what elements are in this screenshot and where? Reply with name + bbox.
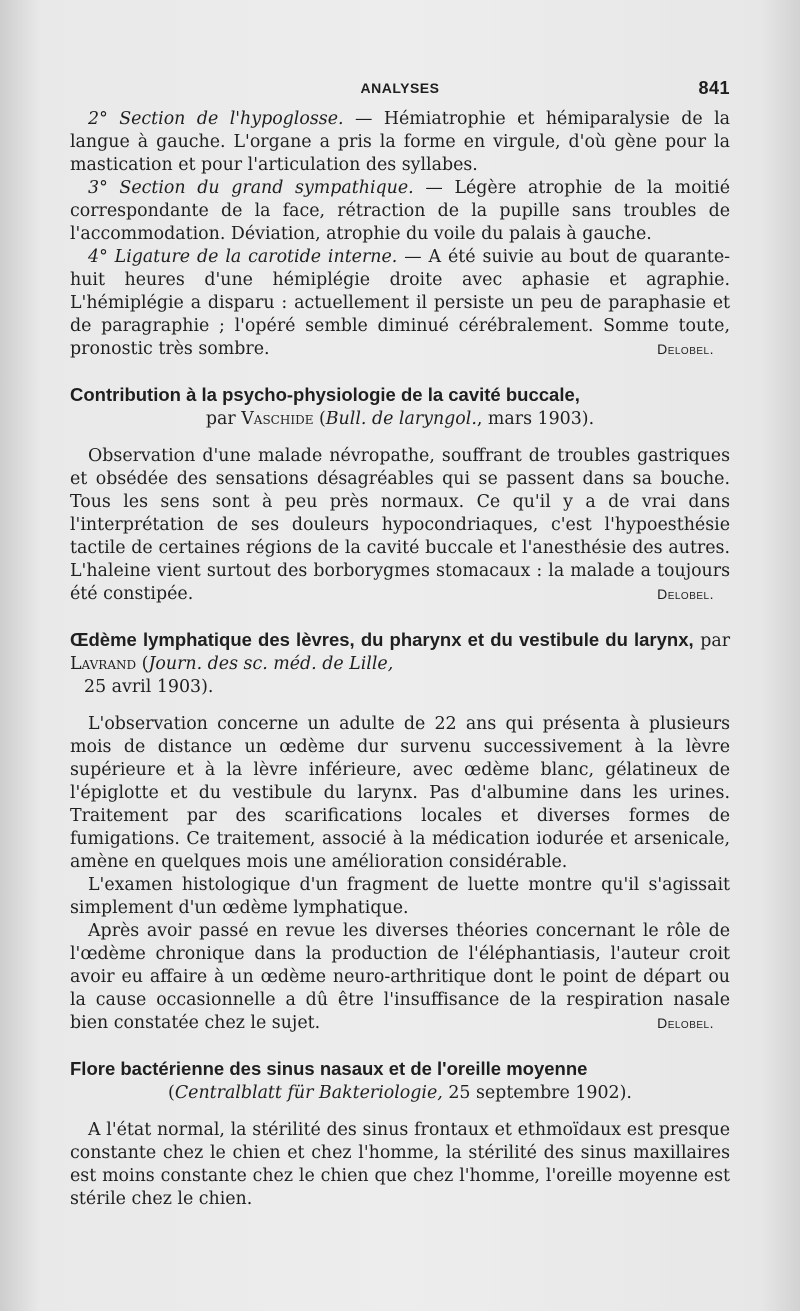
page-body [70, 108, 730, 1211]
article-reference: par Vaschide (Bull. de laryngol., mars 1903). [205, 409, 595, 429]
article-date: 25 avril 1903). [84, 677, 214, 697]
section-text: Légère atrophie de la moitié correspondante de la face, rétraction de la pupille sans troubles de l'accommodation. Déviation, atrophie du voile du palais à gauche. [70, 178, 731, 244]
section-label: 3° Section du grand sympathique. — [88, 178, 443, 198]
article-heading: Œdème lymphatique des lèvres, du pharynx et du vestibule du larynx, par Lavrand (Journ. des sc. méd. de Lille, 25 avril 1903). [70, 629, 731, 697]
running-title: ANALYSES [360, 80, 440, 96]
section-label: 2° Section de l'hypoglosse. — [88, 109, 373, 129]
article-paragraph: L'examen histologique d'un fragment de luette montre qu'il s'agissait simplement d'un œdème lymphatique. [70, 875, 730, 918]
article-paragraph: A l'état normal, la stérilité des sinus frontaux et ethmoïdaux est presque constante chez le chien et chez l'homme, la stérilité des sinus maxillaires est moins constante chez le chien que chez l'homme, l'oreille moyenne est stérile chez le chien. [70, 1120, 730, 1209]
article-reference: (Centralblatt für Bakteriologie, 25 septembre 1902). [168, 1083, 632, 1103]
section-sympathique [70, 177, 730, 246]
signature: Delobel. [657, 341, 714, 357]
article-paragraph: Après avoir passé en revue les diverses théories concernant le rôle de l'œdème chronique dans la production de l'éléphantiasis, l'auteur croit avoir eu affaire à un œdème neuro-arthritique dont le point de départ ou la cause occasionnelle a dû être l'insuffisance de la respiration nasale bien constatée chez le sujet. Delobel. [70, 921, 730, 1033]
section-hypoglosse [70, 108, 730, 177]
article-heading [70, 1057, 730, 1105]
journal: Bull. de laryngol. [325, 409, 477, 429]
journal: Journ. des sc. méd. de Lille, [148, 654, 394, 674]
running-head [70, 68, 730, 108]
author: Vaschide [241, 409, 314, 429]
section-label: 4° Ligature de la carotide interne. — [88, 247, 422, 267]
signature: Delobel. [657, 586, 714, 602]
page-number: 841 [698, 78, 730, 98]
article-paragraph: Observation d'une malade névropathe, souffrant de troubles gastriques et obsédée des sensations désagréables qui se passent dans sa bouche. Tous les sens sont à peu près normaux. Ce qu'il y a de vrai dans l'interprétation de ses douleurs hypocondriaques, c'est l'hypoesthésie tactile de certaines régions de la cavité buccale et l'anesthésie des autres. L'haleine vient surtout des borborygmes stomacaux : la malade a toujours été constipée. Delobel. [70, 446, 730, 604]
article-title: Œdème lymphatique des lèvres, du pharynx et du vestibule du larynx, [70, 629, 694, 650]
journal: Centralblatt für Bakteriologie, [174, 1083, 443, 1103]
section-carotide [70, 246, 730, 361]
author: Lavrand [70, 654, 137, 674]
section-text: A été suivie au bout de quarante-huit heures d'une hémiplégie droite avec aphasie et agraphie. L'hémiplégie a disparu : actuellement il persiste un peu de paraphasie et de paragraphie ; l'opéré semble diminué cérébralement. Somme toute, pronostic très sombre. [70, 247, 731, 359]
section-text: Hémiatrophie et hémiparalysie de la langue à gauche. L'organe a pris la forme en virgule, d'où gène pour la mastication et pour l'articulation des syllabes. [70, 109, 731, 175]
article-title: Flore bactérienne des sinus nasaux et de l'oreille moyenne [70, 1058, 588, 1079]
article-title: Contribution à la psycho-physiologie de la cavité buccale, [70, 384, 580, 405]
signature: Delobel. [657, 1015, 714, 1031]
article-heading [70, 383, 730, 431]
article-paragraph: L'observation concerne un adulte de 22 ans qui présenta à plusieurs mois de distance un œdème dur survenu successivement à la lèvre supérieure et à la lèvre inférieure, avec œdème blanc, gélatineux de l'épiglotte et du vestibule du larynx. Pas d'albumine dans les urines. Traitement par des scarifications locales et diverses formes de fumigations. Ce traitement, associé à la médication iodurée et arsenicale, amène en quelques mois une amélioration considérable. [70, 714, 730, 872]
